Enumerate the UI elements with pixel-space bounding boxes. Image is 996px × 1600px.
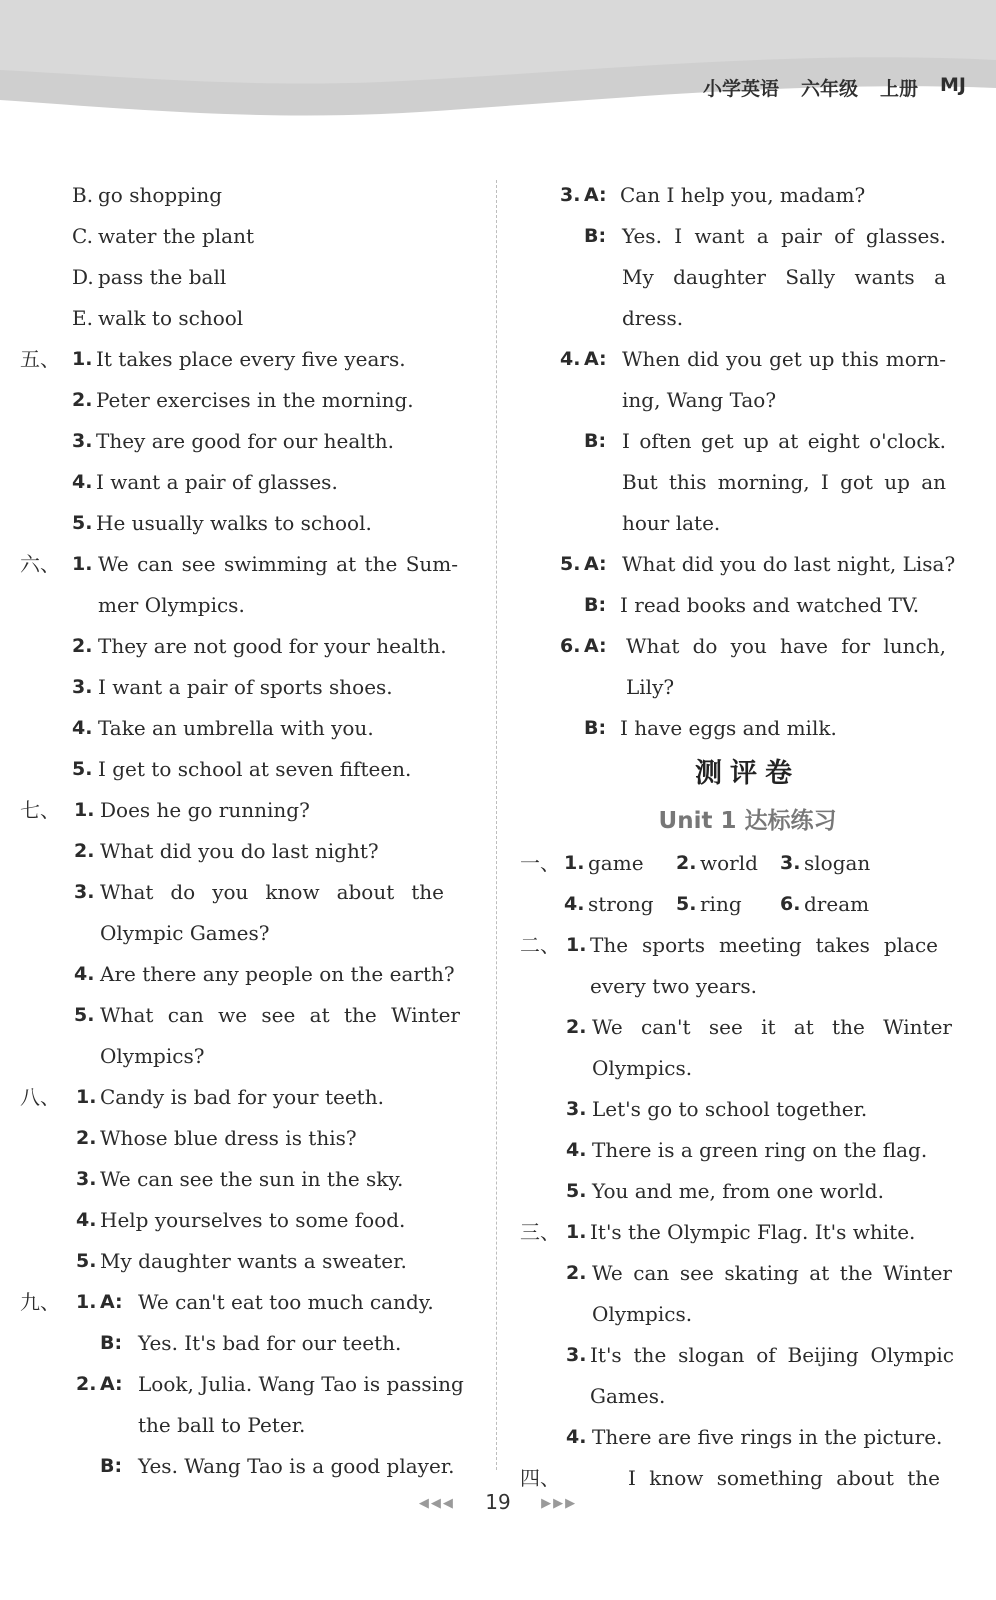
dialog-text: What do you have for lunch,	[626, 634, 946, 658]
option-label: D.	[72, 265, 94, 289]
answer-line	[20, 1159, 480, 1200]
answer-text: I get to school at seven fifteen.	[98, 757, 412, 781]
answer-text: There are five rings in the picture.	[592, 1425, 943, 1449]
answer-text: We can see skating at the Winter	[592, 1261, 952, 1285]
dialog-text: ing, Wang Tao?	[622, 388, 777, 412]
option-label: E.	[72, 306, 93, 330]
answer-word: slogan	[804, 851, 871, 875]
answer-text: Let's go to school together.	[592, 1097, 868, 1121]
item-number: 1.	[566, 1221, 587, 1243]
speaker-b: B:	[100, 1332, 123, 1354]
dialog-line	[20, 1405, 480, 1446]
item-number: 3.	[74, 881, 95, 903]
answer-line	[20, 544, 480, 585]
item-number: 5.	[74, 1004, 95, 1026]
item-number: 2.	[72, 635, 93, 657]
answer-text: It takes place every five years.	[96, 347, 406, 371]
answer-line	[520, 1253, 975, 1294]
answer-text: There is a green ring on the flag.	[592, 1138, 928, 1162]
answer-line	[520, 1130, 975, 1171]
answer-line	[20, 462, 480, 503]
answer-line	[520, 1007, 975, 1048]
section-title: 测评卷	[695, 758, 800, 789]
item-number: 1.	[76, 1086, 97, 1108]
answer-line	[20, 954, 480, 995]
dialog-line	[520, 380, 975, 421]
dialog-text: hour late.	[622, 511, 721, 535]
item-number: 2.	[74, 840, 95, 862]
answer-line	[520, 1376, 975, 1417]
section-label: 九、	[20, 1290, 60, 1314]
dialog-text: Yes. It's bad for our teeth.	[138, 1331, 402, 1355]
item-number: 5.	[72, 512, 93, 534]
dialog-text: Can I help you, madam?	[620, 183, 866, 207]
item-number: 2.	[76, 1127, 97, 1149]
answer-line	[20, 831, 480, 872]
section-label: 四、	[520, 1466, 560, 1490]
answer-line	[20, 872, 480, 913]
item-number: 4.	[566, 1139, 587, 1161]
answer-line	[520, 1212, 975, 1253]
item-number: 5.	[676, 893, 697, 915]
dialog-line	[520, 626, 975, 667]
speaker-a: A:	[584, 184, 607, 206]
dialog-line	[520, 257, 975, 298]
item-number: 5.	[560, 553, 581, 575]
dialog-line	[520, 708, 975, 749]
item-number: 1.	[566, 934, 587, 956]
dialog-line	[20, 1364, 480, 1405]
dialog-text: My daughter Sally wants a	[622, 265, 946, 289]
speaker-b: B:	[100, 1455, 123, 1477]
answer-word: ring	[700, 892, 742, 916]
answer-word: dream	[804, 892, 870, 916]
answer-text: You and me, from one world.	[592, 1179, 884, 1203]
page-number: 19	[485, 1490, 511, 1514]
answer-text: I want a pair of sports shoes.	[98, 675, 393, 699]
option-text: pass the ball	[98, 265, 227, 289]
dialog-line	[520, 216, 975, 257]
answer-text: They are good for our health.	[96, 429, 394, 453]
item-number: 4.	[72, 471, 93, 493]
next-arrows-icon: ▶▶▶	[541, 1496, 578, 1511]
answer-text: It's the slogan of Beijing Olympic	[590, 1343, 954, 1367]
dialog-text: Look, Julia. Wang Tao is passing	[138, 1372, 464, 1396]
dialog-line	[520, 585, 975, 626]
item-number: 2.	[566, 1262, 587, 1284]
dialog-line	[520, 298, 975, 339]
answer-text: We can see the sun in the sky.	[100, 1167, 404, 1191]
dialog-line	[20, 1282, 480, 1323]
dialog-text: I read books and watched TV.	[620, 593, 920, 617]
dialog-line	[20, 1446, 480, 1487]
option-text: walk to school	[98, 306, 244, 330]
dialog-line	[20, 1323, 480, 1364]
item-number: 5.	[72, 758, 93, 780]
answer-text: Peter exercises in the morning.	[96, 388, 414, 412]
item-number: 1.	[74, 799, 95, 821]
answer-line	[520, 1089, 975, 1130]
subject-label: 小学英语	[702, 78, 779, 100]
section-label: 六、	[20, 552, 60, 576]
left-column	[20, 175, 480, 1487]
item-number: 4.	[560, 348, 581, 370]
item-number: 2.	[76, 1373, 97, 1395]
answer-text: Games.	[590, 1384, 666, 1408]
item-number: 1.	[564, 852, 585, 874]
item-number: 4.	[566, 1426, 587, 1448]
item-number: 3.	[566, 1344, 587, 1366]
speaker-b: B:	[584, 717, 607, 739]
speaker-a: A:	[584, 553, 607, 575]
dialog-line	[520, 421, 975, 462]
speaker-a: A:	[584, 635, 607, 657]
volume-label: 上册	[880, 78, 919, 100]
answer-word: world	[700, 851, 758, 875]
book-info	[703, 74, 966, 101]
dialog-text: Yes. I want a pair of glasses.	[622, 224, 946, 248]
speaker-b: B:	[584, 225, 607, 247]
answer-line	[520, 966, 975, 1007]
answer-text: It's the Olympic Flag. It's white.	[590, 1220, 916, 1244]
section-label: 七、	[20, 798, 60, 822]
answer-text: Olympics?	[100, 1044, 205, 1068]
speaker-a: A:	[100, 1291, 123, 1313]
answer-text: What did you do last night?	[100, 839, 379, 863]
answer-line	[20, 421, 480, 462]
answer-line	[520, 925, 975, 966]
answer-text: I know something about the	[628, 1466, 940, 1490]
answer-word: strong	[588, 892, 654, 916]
item-number: 3.	[76, 1168, 97, 1190]
item-number: 3.	[72, 676, 93, 698]
dialog-text: I have eggs and milk.	[620, 716, 837, 740]
option-line	[20, 175, 480, 216]
answer-text: Olympics.	[592, 1056, 693, 1080]
item-number: 3.	[560, 184, 581, 206]
item-number: 5.	[76, 1250, 97, 1272]
answer-line	[520, 1417, 975, 1458]
item-number: 1.	[72, 348, 93, 370]
answer-text: Olympic Games?	[100, 921, 270, 945]
item-number: 5.	[566, 1180, 587, 1202]
dialog-text: But this morning, I got up an	[622, 470, 946, 494]
answer-line	[520, 1335, 975, 1376]
answer-line	[20, 339, 480, 380]
grade-label: 六年级	[800, 78, 858, 100]
section-label: 三、	[520, 1220, 560, 1244]
dialog-line	[520, 544, 975, 585]
answer-line	[20, 585, 480, 626]
answer-text: The sports meeting takes place	[590, 933, 938, 957]
prev-arrows-icon: ◀◀◀	[418, 1496, 455, 1511]
option-line	[20, 257, 480, 298]
answer-line	[20, 667, 480, 708]
option-label: C.	[72, 224, 93, 248]
answer-line	[520, 843, 975, 884]
item-number: 6.	[780, 893, 801, 915]
answer-text: I want a pair of glasses.	[96, 470, 338, 494]
dialog-text: We can't eat too much candy.	[138, 1290, 434, 1314]
answer-line	[20, 503, 480, 544]
section-label: 一、	[520, 851, 560, 875]
dialog-text: Lily?	[626, 675, 675, 699]
answer-text: We can't see it at the Winter	[592, 1015, 952, 1039]
answer-line	[20, 1241, 480, 1282]
answer-line	[20, 380, 480, 421]
section-label: 八、	[20, 1085, 60, 1109]
dialog-text: I often get up at eight o'clock.	[622, 429, 946, 453]
answer-line	[20, 1077, 480, 1118]
unit-title: Unit 1 达标练习	[658, 808, 837, 834]
answer-line	[520, 1171, 975, 1212]
answer-text: My daughter wants a sweater.	[100, 1249, 407, 1273]
dialog-line	[520, 667, 975, 708]
section-label: 二、	[520, 933, 560, 957]
speaker-a: A:	[100, 1373, 123, 1395]
item-number: 1.	[72, 553, 93, 575]
item-number: 2.	[72, 389, 93, 411]
answer-line	[520, 884, 975, 925]
edition-label: MJ	[940, 74, 966, 96]
answer-line	[520, 1294, 975, 1335]
dialog-line	[520, 503, 975, 544]
answer-text: They are not good for your health.	[98, 634, 447, 658]
answer-line	[20, 708, 480, 749]
option-label: B.	[72, 183, 94, 207]
item-number: 4.	[564, 893, 585, 915]
item-number: 6.	[560, 635, 581, 657]
option-line	[20, 298, 480, 339]
section-label: 五、	[20, 347, 60, 371]
answer-line	[20, 913, 480, 954]
answer-word: game	[588, 851, 644, 875]
dialog-text: dress.	[622, 306, 684, 330]
item-number: 3.	[72, 430, 93, 452]
dialog-text: When did you get up this morn-	[622, 347, 946, 371]
speaker-a: A:	[584, 348, 607, 370]
dialog-text: Yes. Wang Tao is a good player.	[138, 1454, 455, 1478]
page-header	[0, 0, 996, 118]
dialog-line	[520, 339, 975, 380]
answer-text: Whose blue dress is this?	[100, 1126, 357, 1150]
dialog-line	[520, 175, 975, 216]
item-number: 4.	[76, 1209, 97, 1231]
answer-line	[20, 626, 480, 667]
answer-line	[20, 1118, 480, 1159]
answer-line	[20, 790, 480, 831]
answer-text: We can see swimming at the Sum-	[98, 552, 458, 576]
answer-text: Olympics.	[592, 1302, 693, 1326]
right-column	[520, 175, 975, 1499]
answer-text: What can we see at the Winter	[100, 1003, 460, 1027]
item-number: 4.	[74, 963, 95, 985]
answer-line	[20, 995, 480, 1036]
answer-text: Take an umbrella with you.	[98, 716, 374, 740]
item-number: 4.	[72, 717, 93, 739]
item-number: 1.	[76, 1291, 97, 1313]
dialog-line	[520, 462, 975, 503]
answer-text: Are there any people on the earth?	[100, 962, 455, 986]
answer-text: He usually walks to school.	[96, 511, 372, 535]
answer-text: Candy is bad for your teeth.	[100, 1085, 384, 1109]
column-divider	[496, 180, 497, 1470]
option-line	[20, 216, 480, 257]
item-number: 2.	[676, 852, 697, 874]
answer-text: mer Olympics.	[98, 593, 245, 617]
answer-line	[20, 1200, 480, 1241]
answer-line	[20, 749, 480, 790]
speaker-b: B:	[584, 430, 607, 452]
dialog-text: What did you do last night, Lisa?	[622, 552, 956, 576]
item-number: 3.	[780, 852, 801, 874]
item-number: 3.	[566, 1098, 587, 1120]
dialog-text: the ball to Peter.	[138, 1413, 306, 1437]
answer-text: Does he go running?	[100, 798, 310, 822]
item-number: 2.	[566, 1016, 587, 1038]
option-text: go shopping	[98, 183, 223, 207]
option-text: water the plant	[98, 224, 254, 248]
speaker-b: B:	[584, 594, 607, 616]
page-footer	[0, 1490, 996, 1530]
answer-text: Help yourselves to some food.	[100, 1208, 406, 1232]
answer-text: What do you know about the	[100, 880, 444, 904]
answer-text: every two years.	[590, 974, 757, 998]
answer-line	[520, 1048, 975, 1089]
answer-line	[20, 1036, 480, 1077]
